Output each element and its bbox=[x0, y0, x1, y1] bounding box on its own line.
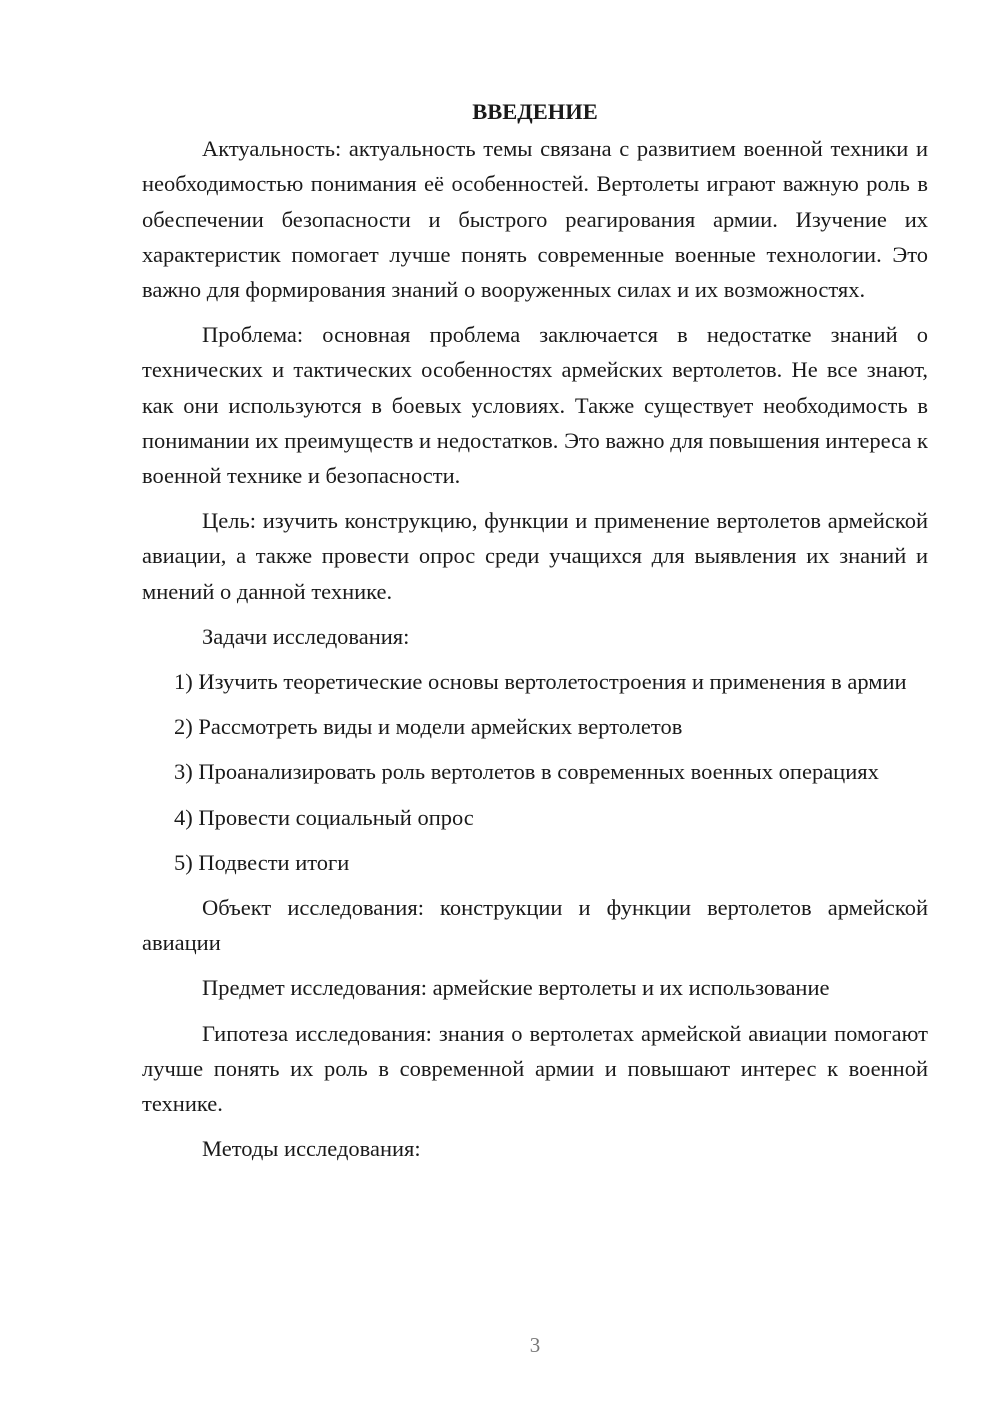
goal-paragraph: Цель: изучить конструкцию, функции и применение вертолетов армейской авиации, а также провести опрос среди учащихся для выявления их знаний и мнений о данной технике. bbox=[142, 508, 928, 604]
problem-paragraph: Проблема: основная проблема заключается в недостатке знаний о технических и тактических особенностях армейских вертолетов. Не все знают, как они используются в боевых условиях. Также существует необходимость в понимании их преимуществ и недостатков. Это важно для повышения интереса к военной технике и безопасности. bbox=[142, 322, 928, 489]
task-item-4: 4) Провести социальный опрос bbox=[174, 804, 474, 830]
task-item-1: 1) Изучить теоретические основы вертолетостроения и применения в армии bbox=[174, 669, 907, 695]
subject-paragraph: Предмет исследования: армейские вертолеты и их использование bbox=[202, 975, 830, 1001]
tasks-heading: Задачи исследования: bbox=[202, 623, 410, 649]
task-item-3: 3) Проанализировать роль вертолетов в современных военных операциях bbox=[174, 759, 879, 785]
task-item-2: 2) Рассмотреть виды и модели армейских вертолетов bbox=[174, 714, 683, 740]
document-page bbox=[142, 94, 928, 1176]
hypothesis-paragraph: Гипотеза исследования: знания о вертолетах армейской авиации помогают лучше понять их роль в современной армии и повышают интерес к военной технике. bbox=[142, 1020, 928, 1117]
task-item-5: 5) Подвести итоги bbox=[174, 849, 350, 875]
methods-heading: Методы исследования: bbox=[202, 1136, 421, 1162]
relevance-paragraph: Актуальность: актуальность темы связана с развитием военной техники и необходимостью понимания её особенностей. Вертолеты играют важную роль в обеспечении безопасности и быстрого реагирования армии. Изучение их характеристик помогает лучше понять современные военные технологии. Это важно для формирования знаний о вооруженных силах и их возможностях. bbox=[142, 136, 928, 303]
page-number: 3 bbox=[529, 1333, 541, 1357]
object-paragraph: Объект исследования: конструкции и функции вертолетов армейской авиации bbox=[142, 895, 928, 956]
page-title: ВВЕДЕНИЕ bbox=[472, 99, 598, 124]
